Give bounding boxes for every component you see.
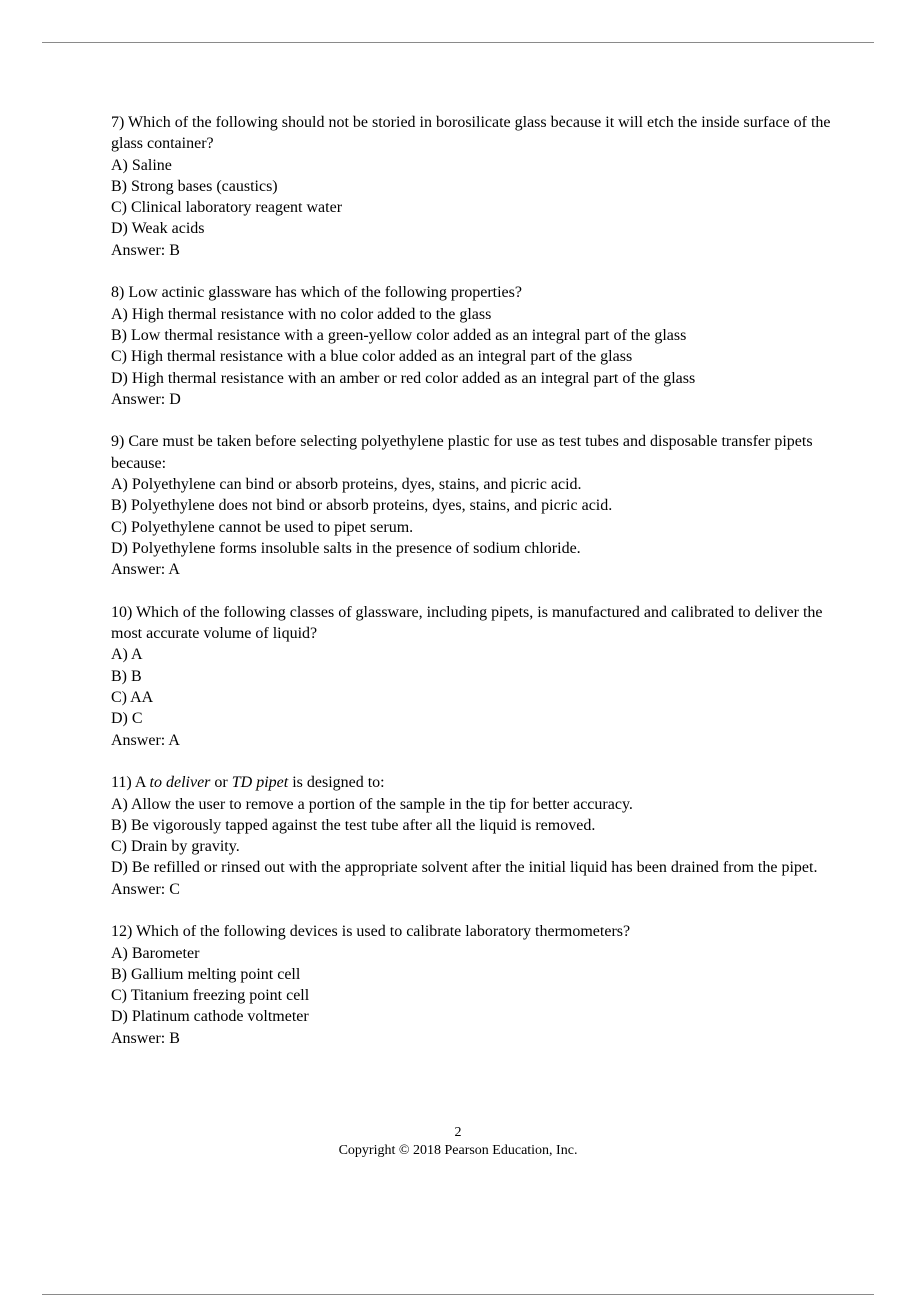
page-number: 2 bbox=[454, 1125, 462, 1140]
bottom-rule bbox=[42, 1294, 874, 1295]
answer: Answer: B bbox=[111, 241, 180, 259]
option-a: A) Polyethylene can bind or absorb proteins, dyes, stains, and picric acid. bbox=[111, 476, 582, 494]
stem-suffix: is designed to: bbox=[288, 774, 385, 792]
option-b: B) Gallium melting point cell bbox=[111, 965, 301, 983]
answer: Answer: C bbox=[111, 880, 180, 898]
answer: Answer: A bbox=[111, 561, 180, 579]
option-d: D) Weak acids bbox=[111, 220, 205, 238]
option-c: C) Polyethylene cannot be used to pipet serum. bbox=[111, 518, 414, 536]
option-b: B) Be vigorously tapped against the test tube after all the liquid is removed. bbox=[111, 816, 596, 834]
option-b: B) Low thermal resistance with a green-yellow color added as an integral part of the glass bbox=[111, 326, 687, 344]
question-list bbox=[111, 112, 836, 1070]
option-d: D) C bbox=[111, 710, 143, 728]
option-b: B) Polyethylene does not bind or absorb proteins, dyes, stains, and picric acid. bbox=[111, 497, 613, 515]
question-stem: 10) Which of the following classes of glassware, including pipets, is manufactured and calibrated to deliver the most accurate volume of liquid? bbox=[111, 603, 823, 643]
option-a: A) Saline bbox=[111, 156, 172, 174]
question-7 bbox=[111, 112, 836, 261]
stem-middle: or bbox=[210, 774, 232, 792]
stem-italic-term-2: TD pipet bbox=[231, 774, 289, 792]
stem-italic-term-1: to deliver bbox=[149, 774, 211, 792]
option-c: C) Clinical laboratory reagent water bbox=[111, 199, 343, 217]
option-c: C) AA bbox=[111, 689, 154, 707]
option-d: D) Platinum cathode voltmeter bbox=[111, 1008, 309, 1026]
option-c: C) High thermal resistance with a blue color added as an integral part of the glass bbox=[111, 348, 633, 366]
stem-prefix: 11) A bbox=[111, 774, 150, 792]
option-c: C) Titanium freezing point cell bbox=[111, 987, 310, 1005]
answer: Answer: D bbox=[111, 390, 181, 408]
question-10 bbox=[111, 602, 836, 751]
answer: Answer: B bbox=[111, 1029, 180, 1047]
option-d: D) Be refilled or rinsed out with the appropriate solvent after the initial liquid has been drained from the pipet. bbox=[111, 859, 818, 877]
answer: Answer: A bbox=[111, 731, 180, 749]
option-d: D) High thermal resistance with an amber or red color added as an integral part of the glass bbox=[111, 369, 696, 387]
option-a: A) Allow the user to remove a portion of the sample in the tip for better accuracy. bbox=[111, 795, 633, 813]
copyright-notice: Copyright © 2018 Pearson Education, Inc. bbox=[338, 1143, 578, 1158]
question-12 bbox=[111, 921, 836, 1049]
question-stem: 12) Which of the following devices is used to calibrate laboratory thermometers? bbox=[111, 923, 631, 941]
question-stem bbox=[111, 772, 836, 793]
question-stem: 8) Low actinic glassware has which of the following properties? bbox=[111, 284, 522, 302]
question-9 bbox=[111, 431, 836, 580]
top-rule bbox=[42, 42, 874, 43]
option-b: B) B bbox=[111, 667, 142, 685]
option-a: A) A bbox=[111, 646, 143, 664]
option-a: A) High thermal resistance with no color added to the glass bbox=[111, 305, 492, 323]
question-stem: 7) Which of the following should not be storied in borosilicate glass because it will etch the inside surface of the glass container? bbox=[111, 114, 831, 153]
option-d: D) Polyethylene forms insoluble salts in the presence of sodium chloride. bbox=[111, 539, 581, 557]
question-8 bbox=[111, 282, 836, 410]
option-a: A) Barometer bbox=[111, 944, 200, 962]
option-c: C) Drain by gravity. bbox=[111, 838, 240, 856]
question-11 bbox=[111, 772, 836, 900]
option-b: B) Strong bases (caustics) bbox=[111, 177, 278, 195]
question-stem: 9) Care must be taken before selecting polyethylene plastic for use as test tubes and disposable transfer pipets because: bbox=[111, 433, 813, 472]
